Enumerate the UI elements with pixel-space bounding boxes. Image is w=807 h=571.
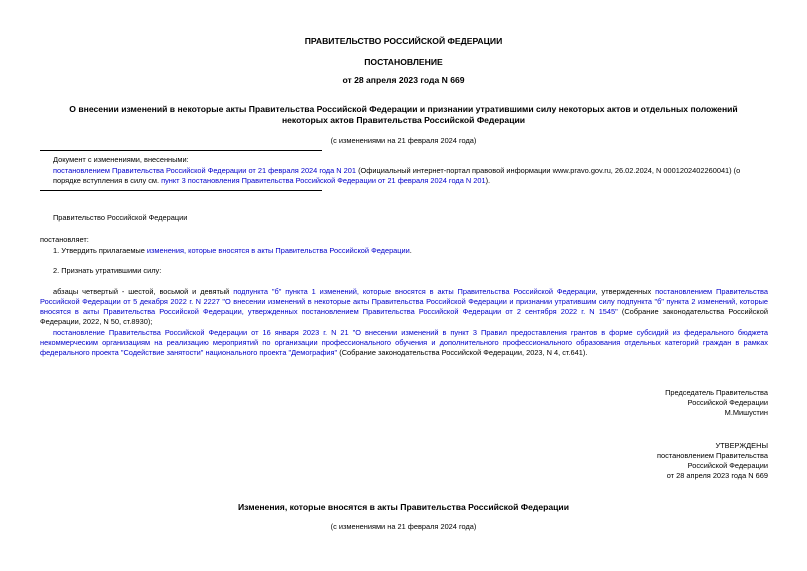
amendment-link-201[interactable]: постановлением Правительства Российской Федерации от 21 февраля 2024 года N 201 [53,166,357,175]
revision-note: (с изменениями на 21 февраля 2024 года) [330,136,477,145]
repeal-paragraph-2 [40,328,768,358]
item-1 [53,246,768,256]
amendment-link-201-point-3[interactable]: пункт 3 постановления Правительства Российской Федерации от 21 февраля 2024 года N 201 [161,176,486,185]
signature-line-2: Российской Федерации [687,398,768,407]
approved-block [500,441,768,481]
annex-revision-note: (с изменениями на 21 февраля 2024 года) [330,522,477,531]
signature-block [500,388,768,418]
item-1-suffix: . [409,246,412,255]
repeal-paragraph-1 [40,287,768,327]
signature-name: М.Мишустин [724,408,768,417]
doc-date-number: от 28 апреля 2023 года N 669 [342,75,465,85]
government-line: Правительство Российской Федерации [53,213,188,222]
changes-text-1: (Официальный интернет-портал правовой информации www.pravo.gov.ru, 26.02.2024, N 0001202402260041) (о порядке вступления в силу см. [53,166,741,185]
signature-line-1: Председатель Правительства [665,388,768,397]
repeal-2-text-c: (Собрание законодательства Российской Федерации, 2023, N 4, ст.641). [337,348,588,357]
approved-line-3: Российской Федерации [687,461,768,470]
doc-type-heading: ПОСТАНОВЛЕНИЕ [364,57,443,67]
approved-line-1: УТВЕРЖДЕНЫ [715,441,768,450]
item-1-prefix: 1. Утвердить прилагаемые [53,246,147,255]
repeal-1-link-resolution-2227[interactable]: постановлением Правительства Российской Федерации от 5 декабря 2022 г. N 2227 "О внесении изменений в некоторые акты Правительства Российской Федерации и признании утратившим силу подпункта "б" пункта 2 изменений, которые вносятся в акты Правительства Российской Федерации, утвержденных постановлением Правительства Российской Федерации от 2 сентября 2022 г. N 1545" [40,287,768,316]
changes-box-top-rule [40,150,322,151]
changes-intro: Документ с изменениями, внесенными: [53,155,189,164]
repeal-1-text-c: (Собрание законодательства Российской Федерации, 2022, N 50, ст.8930); [40,307,768,326]
annex-title: Изменения, которые вносятся в акты Правительства Российской Федерации [237,502,569,512]
resolves-line: постановляет: [40,235,89,244]
changes-details [53,166,768,186]
document-title: О внесении изменений в некоторые акты Правительства Российской Федерации и признании утратившими силу некоторых актов и отдельных положений некоторых актов Правительства Российской Федерации [69,104,738,125]
repeal-1-text-b: , утвержденных [595,287,656,296]
approved-line-4: от 28 апреля 2023 года N 669 [666,471,768,480]
repeal-1-text-a: абзацы четвертый - шестой, восьмой и девятый [53,287,234,296]
repeal-2-link-resolution-21[interactable]: постановление Правительства Российской Федерации от 16 января 2023 г. N 21 "О внесении изменений в пункт 3 Правил предоставления грантов в форме субсидий из федерального бюджета некоммерческим организациям на реализацию мероприятий по организации профессионального обучения и дополнительного профессионального образования отдельных категорий граждан в рамках федерального проекта "Содействие занятости" национального проекта "Демография" [40,328,768,357]
repeal-1-link-subpoint[interactable]: подпункта "б" пункта 1 изменений, которые вносятся в акты Правительства Российской Федерации [233,287,596,296]
item-1-changes-link[interactable]: изменения, которые вносятся в акты Правительства Российской Федерации [146,246,410,255]
government-heading: ПРАВИТЕЛЬСТВО РОССИЙСКОЙ ФЕДЕРАЦИИ [304,36,503,46]
approved-line-2: постановлением Правительства [657,451,768,460]
item-2: 2. Признать утратившими силу: [53,266,162,275]
changes-text-2: ). [485,176,491,185]
changes-box-bottom-rule [40,190,322,191]
